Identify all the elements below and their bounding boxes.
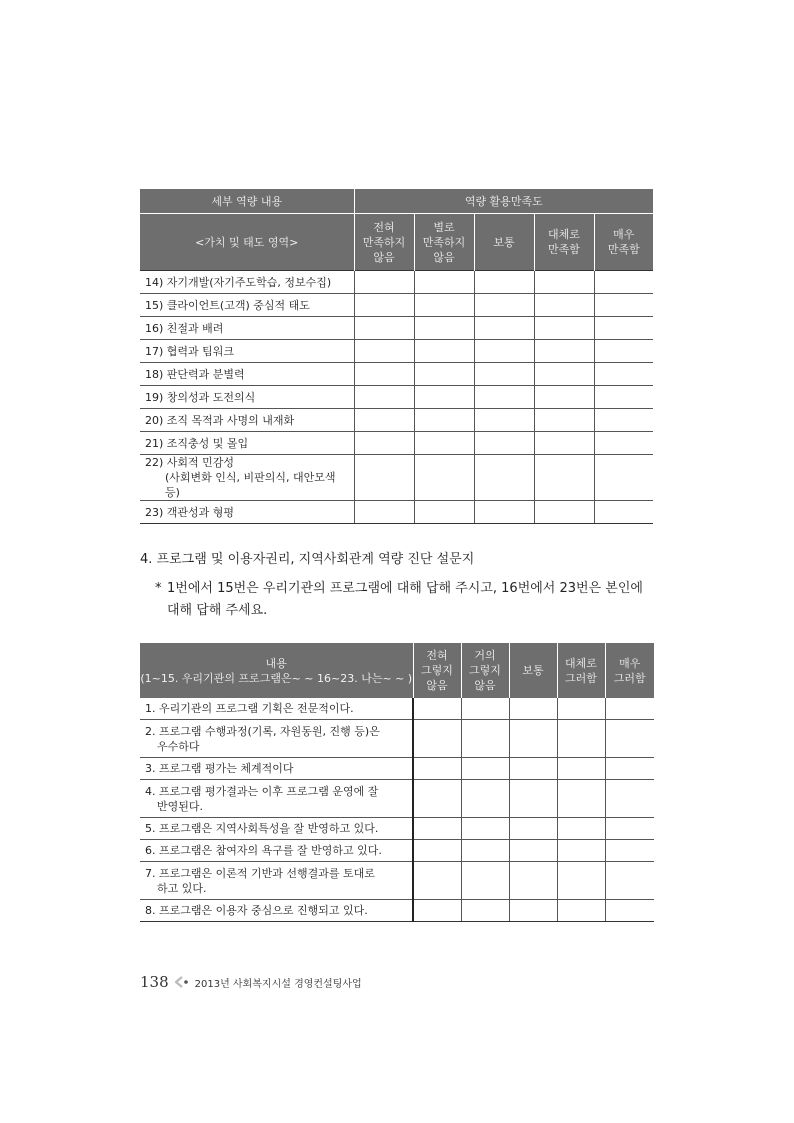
table2-scale-header-line: 그렇지 — [469, 664, 501, 677]
table1-scale-header-line: 않음 — [373, 250, 395, 264]
rating-cell[interactable] — [557, 780, 605, 818]
rating-cell[interactable] — [605, 862, 654, 900]
question-label — [140, 900, 413, 922]
rating-cell[interactable] — [461, 720, 509, 758]
footer-text: 2013년 사회복지시설 경영컨설팅사업 — [194, 978, 362, 990]
rating-cell[interactable] — [509, 862, 557, 900]
competency-label — [140, 455, 354, 501]
table2-header-subtitle: (1~15. 우리기관의 프로그램은~ ~ 16~23. 나는~ ~ ) — [140, 671, 413, 685]
question-label-line: 5. 프로그램은 지역사회특성을 잘 반영하고 있다. — [145, 822, 379, 835]
table1-scale-header — [354, 214, 414, 271]
rating-cell[interactable] — [354, 455, 414, 501]
table1-scale-header — [474, 214, 534, 271]
competency-label-line: 14) 자기개발(자기주도학습, 정보수집) — [145, 275, 332, 289]
rating-cell[interactable] — [557, 758, 605, 780]
note-line-1: 1번에서 15번은 우리기관의 프로그램에 대해 답해 주시고, 16번에서 23번은 본인에 — [167, 581, 643, 596]
question-label-line: 반영된다. — [157, 799, 204, 813]
competency-label — [140, 501, 354, 524]
page-footer — [140, 973, 362, 991]
table-row — [140, 317, 653, 340]
rating-cell[interactable] — [557, 840, 605, 862]
table1-scale-header-line: 만족함 — [548, 243, 580, 256]
rating-cell[interactable] — [414, 386, 474, 409]
question-label — [140, 720, 413, 758]
rating-cell[interactable] — [557, 862, 605, 900]
question-label-line: 우수하다 — [157, 739, 200, 753]
rating-cell[interactable] — [509, 840, 557, 862]
rating-cell[interactable] — [594, 409, 653, 432]
question-label-line: 3. 프로그램 평가는 체계적이다 — [145, 762, 294, 775]
rating-cell[interactable] — [594, 340, 653, 363]
table1-scale-header-line: 만족하지 — [422, 235, 466, 249]
competency-label-line: 16) 친절과 배려 — [145, 321, 224, 335]
question-label-line: 4. 프로그램 평가결과는 이후 프로그램 운영에 잘 — [145, 784, 379, 798]
table1-scale-header-line: 만족함 — [607, 243, 640, 256]
question-label — [140, 818, 413, 840]
table2-scale-header-line: 않음 — [426, 679, 448, 692]
table1-scale-header-line: 않음 — [433, 250, 455, 264]
table-row — [140, 432, 653, 455]
rating-cell[interactable] — [605, 780, 654, 818]
rating-cell[interactable] — [474, 409, 534, 432]
rating-cell[interactable] — [414, 455, 474, 501]
rating-cell[interactable] — [413, 720, 461, 758]
table1-scale-header-line: 보통 — [493, 235, 515, 249]
rating-cell[interactable] — [474, 294, 534, 317]
rating-cell[interactable] — [354, 409, 414, 432]
rating-cell[interactable] — [557, 900, 605, 922]
competency-label-line: 19) 창의성과 도전의식 — [145, 390, 256, 404]
rating-cell[interactable] — [594, 294, 653, 317]
competency-label — [140, 271, 354, 294]
table1-scale-header-line: 별로 — [433, 220, 455, 234]
rating-cell[interactable] — [474, 386, 534, 409]
rating-cell[interactable] — [594, 363, 653, 386]
table1-scale-header — [534, 214, 594, 271]
competency-label — [140, 409, 354, 432]
competency-label — [140, 340, 354, 363]
note-line-2: 대해 답해 주세요. — [167, 603, 268, 618]
rating-cell[interactable] — [534, 271, 594, 294]
rating-cell[interactable] — [414, 363, 474, 386]
table2-header-left — [140, 643, 413, 698]
question-label-line: 하고 있다. — [157, 881, 207, 895]
question-label — [140, 862, 413, 900]
section-title: 4. 프로그램 및 이용자권리, 지역사회관계 역량 진단 설문지 — [140, 552, 475, 567]
table2-scale-header-line: 매우 — [619, 656, 641, 670]
table2-scale-header-line: 대체로 — [565, 656, 597, 670]
rating-cell[interactable] — [414, 409, 474, 432]
rating-cell[interactable] — [594, 271, 653, 294]
rating-cell[interactable] — [534, 501, 594, 524]
competency-label-line: 15) 클라이언트(고객) 중심적 태도 — [145, 298, 310, 312]
table-row — [140, 780, 654, 818]
table2-scale-header — [605, 643, 654, 698]
rating-cell[interactable] — [354, 294, 414, 317]
table-row — [140, 294, 653, 317]
competency-label-line: (사회변화 인식, 비판의식, 대안모색 등) — [165, 471, 336, 499]
table-row — [140, 409, 653, 432]
rating-cell[interactable] — [414, 432, 474, 455]
rating-cell[interactable] — [354, 271, 414, 294]
competency-label — [140, 386, 354, 409]
table1-scale-header — [594, 214, 653, 271]
table-row — [140, 900, 654, 922]
competency-label-line: 21) 조직충성 및 몰입 — [145, 436, 249, 450]
rating-cell[interactable] — [354, 317, 414, 340]
table1-scale-header-line: 대체로 — [548, 228, 580, 241]
rating-cell[interactable] — [414, 501, 474, 524]
rating-cell[interactable] — [414, 271, 474, 294]
table2-scale-header-line: 보통 — [522, 664, 544, 677]
table1-scale-header — [414, 214, 474, 271]
table1-scale-header-line: 전혀 — [373, 220, 395, 234]
rating-cell[interactable] — [509, 758, 557, 780]
rating-cell[interactable] — [557, 720, 605, 758]
table2-scale-header — [557, 643, 605, 698]
table2-scale-header-line: 전혀 — [426, 649, 448, 662]
question-label — [140, 698, 413, 720]
rating-cell[interactable] — [534, 294, 594, 317]
table2-scale-header-line: 않음 — [474, 679, 496, 692]
rating-cell[interactable] — [474, 340, 534, 363]
rating-cell[interactable] — [413, 758, 461, 780]
rating-cell[interactable] — [414, 317, 474, 340]
rating-cell[interactable] — [509, 900, 557, 922]
rating-cell[interactable] — [605, 840, 654, 862]
rating-cell[interactable] — [594, 386, 653, 409]
table2-scale-header-line: 그러함 — [613, 671, 646, 685]
question-label-line: 2. 프로그램 수행과정(기록, 자원동원, 진행 등)은 — [145, 724, 380, 738]
competency-label — [140, 432, 354, 455]
table-row — [140, 271, 653, 294]
question-label — [140, 840, 413, 862]
table-row — [140, 698, 654, 720]
rating-cell[interactable] — [461, 840, 509, 862]
rating-cell[interactable] — [413, 780, 461, 818]
rating-cell[interactable] — [413, 818, 461, 840]
rating-cell[interactable] — [413, 862, 461, 900]
rating-cell[interactable] — [474, 455, 534, 501]
question-label — [140, 780, 413, 818]
rating-cell[interactable] — [509, 818, 557, 840]
rating-cell[interactable] — [594, 432, 653, 455]
rating-cell[interactable] — [509, 698, 557, 720]
rating-cell[interactable] — [474, 271, 534, 294]
competency-label-line: 22) 사회적 민감성 — [145, 456, 235, 469]
chevron-bullet-icon — [175, 976, 189, 988]
rating-cell[interactable] — [414, 340, 474, 363]
table-row — [140, 840, 654, 862]
table1-header-left: 세부 역량 내용 — [140, 189, 354, 214]
table2-scale-header-line: 거의 — [474, 649, 496, 662]
page-number: 138 — [140, 973, 169, 991]
rating-cell[interactable] — [509, 780, 557, 818]
rating-cell[interactable] — [594, 501, 653, 524]
rating-cell[interactable] — [413, 840, 461, 862]
rating-cell[interactable] — [605, 698, 654, 720]
competency-label-line: 17) 협력과 팀워크 — [145, 344, 235, 358]
competency-label — [140, 317, 354, 340]
competency-label — [140, 294, 354, 317]
competency-label — [140, 363, 354, 386]
competency-label-line: 23) 객관성과 형평 — [145, 505, 235, 519]
rating-cell[interactable] — [594, 455, 653, 501]
table2-scale-header — [509, 643, 557, 698]
table-row — [140, 363, 653, 386]
rating-cell[interactable] — [461, 698, 509, 720]
rating-cell[interactable] — [557, 698, 605, 720]
rating-cell[interactable] — [413, 698, 461, 720]
rating-cell[interactable] — [509, 720, 557, 758]
rating-cell[interactable] — [605, 720, 654, 758]
table-row — [140, 386, 653, 409]
table1-subheader-left: <가치 및 태도 영역> — [140, 214, 354, 271]
table1-scale-header-line: 만족하지 — [362, 235, 406, 249]
rating-cell[interactable] — [534, 363, 594, 386]
rating-cell[interactable] — [461, 862, 509, 900]
rating-cell[interactable] — [534, 386, 594, 409]
question-label-line: 8. 프로그램은 이용자 중심으로 진행되고 있다. — [145, 904, 368, 917]
rating-cell[interactable] — [534, 409, 594, 432]
rating-cell[interactable] — [557, 818, 605, 840]
rating-cell[interactable] — [474, 363, 534, 386]
question-label-line: 7. 프로그램은 이론적 기반과 선행결과를 토대로 — [145, 866, 375, 880]
table2-scale-header — [413, 643, 461, 698]
rating-cell[interactable] — [461, 780, 509, 818]
rating-cell[interactable] — [594, 317, 653, 340]
value-attitude-table — [140, 189, 653, 524]
rating-cell[interactable] — [605, 758, 654, 780]
rating-cell[interactable] — [474, 501, 534, 524]
table2-scale-header-line: 그렇지 — [421, 664, 453, 677]
competency-label-line: 18) 판단력과 분별력 — [145, 367, 245, 381]
rating-cell[interactable] — [461, 900, 509, 922]
table-row — [140, 501, 653, 524]
table-row — [140, 340, 653, 363]
rating-cell[interactable] — [354, 340, 414, 363]
rating-cell[interactable] — [605, 818, 654, 840]
table-row — [140, 818, 654, 840]
table1-header-right: 역량 활용만족도 — [354, 189, 653, 214]
rating-cell[interactable] — [605, 900, 654, 922]
table2-scale-header — [461, 643, 509, 698]
table-row — [140, 720, 654, 758]
section-note — [155, 578, 655, 622]
rating-cell[interactable] — [461, 818, 509, 840]
table-row — [140, 862, 654, 900]
rating-cell[interactable] — [414, 294, 474, 317]
question-label — [140, 758, 413, 780]
rating-cell[interactable] — [461, 758, 509, 780]
rating-cell[interactable] — [474, 432, 534, 455]
table-row — [140, 455, 653, 501]
rating-cell[interactable] — [534, 455, 594, 501]
rating-cell[interactable] — [354, 501, 414, 524]
question-label-line: 6. 프로그램은 참여자의 욕구를 잘 반영하고 있다. — [145, 844, 382, 857]
rating-cell[interactable] — [534, 432, 594, 455]
table2-scale-header-line: 그러함 — [565, 671, 597, 685]
rating-cell[interactable] — [354, 363, 414, 386]
question-label-line: 1. 우리기관의 프로그램 기획은 전문적이다. — [145, 702, 354, 715]
note-asterisk: * — [155, 581, 162, 596]
rating-cell[interactable] — [413, 900, 461, 922]
rating-cell[interactable] — [534, 317, 594, 340]
table2-header-title: 내용 — [265, 656, 287, 670]
rating-cell[interactable] — [354, 432, 414, 455]
rating-cell[interactable] — [354, 386, 414, 409]
rating-cell[interactable] — [534, 340, 594, 363]
table1-scale-header-line: 매우 — [613, 228, 635, 241]
program-questionnaire-table — [140, 643, 654, 922]
table-row — [140, 758, 654, 780]
rating-cell[interactable] — [474, 317, 534, 340]
competency-label-line: 20) 조직 목적과 사명의 내재화 — [145, 413, 295, 427]
